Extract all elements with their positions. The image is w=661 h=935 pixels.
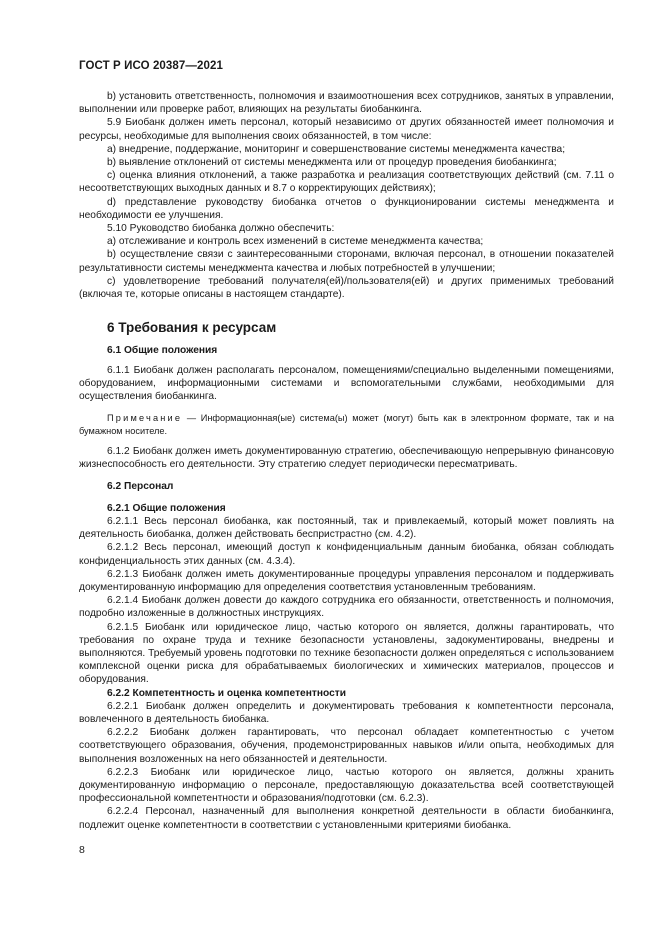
clause-6-2-2-2: 6.2.2.2 Биобанк должен гарантировать, что персонал обладает компетентностью с учетом соответствующего образования, обучения, продемонстрированных навыков и/или опыта, необходимых для выполнения возложенных на него обязанностей и деятельности. [79,727,614,765]
clause-6-2-2-1: 6.2.2.1 Биобанк должен определить и документировать требования к компетентности персонала, вовлеченного в деятельность биобанка. [79,700,614,725]
document-body [79,90,614,832]
section-6-2-1-heading: 6.2.1 Общие положения [107,502,226,514]
clause-6-2-2-3: 6.2.2.3 Биобанк или юридическое лицо, частью которого он является, должны хранить документированную информацию о персонале, предоставляющую доказательства всей соответствующей профессиональной компетентности и образования/подготовки (см. 6.2.3). [79,766,614,805]
list-item: b) осуществление связи с заинтересованными сторонами, включая персонал, в отношении показателей результативности системы менеджмента качества и любых потребностей в улучшении; [79,249,614,274]
section-6-1-heading: 6.1 Общие положения [107,345,218,357]
clause-5-10: 5.10 Руководство биобанка должно обеспечить: [107,223,335,235]
list-item: a) внедрение, поддержание, мониторинг и совершенствование системы менеджмента качества; [107,143,566,155]
clause-6-1-1: 6.1.1 Биобанк должен располагать персоналом, помещениями/специально выделенными помещениями, оборудованием, информационными системами и вспомогательными службами, необходимыми для осуществления биобанкинга. [79,364,614,403]
section-6-2-2-heading: 6.2.2 Компетентность и оценка компетентности [107,687,347,699]
list-item: d) представление руководству биобанка отчетов о функционировании системы менеджмента и необходимости ее улучшения. [79,196,614,221]
list-item: b) установить ответственность, полномочия и взаимоотношения всех сотрудников, занятых в управлении, выполнении или проверке работ, влияющих на результаты биобанкинга. [79,91,614,116]
clause-6-2-1-1: 6.2.1.1 Весь персонал биобанка, как постоянный, так и привлекаемый, который может повлиять на деятельность биобанка, должен действовать беспристрастно (см. 4.2). [79,515,614,541]
note-text: — Информационная(ые) система(ы) может (могут) быть как в электронном формате, так и на бумажном носителе. [79,413,614,436]
document-header: ГОСТ Р ИСО 20387—2021 [79,60,224,72]
list-item: c) оценка влияния отклонений, а также разработка и реализация соответствующих действий (см. 7.11 о несоответствующих выходных данных и 8.7 о корректирующих действиях); [79,170,614,195]
section-6-2-heading: 6.2 Персонал [107,481,174,493]
clause-6-2-1-5: 6.2.1.5 Биобанк или юридическое лицо, частью которого он является, должны гарантировать, что требования по охране труда и технике безопасности установлены, задокументированы, внедрены и выполняются. Требуемый уровень подготовки по технике безопасности должен определяться с использованием комплексной оценки риска для обрабатываемых биологических и химических материалов, процессов и оборудования. [79,621,614,686]
clause-6-1-2: 6.1.2 Биобанк должен иметь документированную стратегию, обеспечивающую непрерывную финансовую жизнеспособность его деятельности. Эту стратегию следует периодически пересматривать. [79,446,614,471]
list-item: b) выявление отклонений от системы менеджмента или от процедур проведения биобанкинга; [107,157,557,169]
page-number: 8 [79,844,85,856]
note [79,412,614,437]
clause-5-9: 5.9 Биобанк должен иметь персонал, который независимо от других обязанностей имеет полномочия и ресурсы, необходимые для выполнения своих обязанностей, в том числе: [79,117,614,142]
clause-6-2-1-3: 6.2.1.3 Биобанк должен иметь документированные процедуры управления персоналом и поддерживать документированную информацию для определения соответствия установленным требованиям. [79,568,614,593]
list-item: a) отслеживание и контроль всех изменений в системе менеджмента качества; [107,236,484,248]
list-item: c) удовлетворение требований получателя(ей)/пользователя(ей) и других применимых требований (включая те, которые описаны в настоящем стандарте). [79,275,614,301]
note-label: Примечание [107,413,183,424]
clause-6-2-2-4: 6.2.2.4 Персонал, назначенный для выполнения конкретной деятельности в области биобанкинга, подлежит оценке компетентности в соответствии с установленными критериями биобанка. [79,806,614,831]
clause-6-2-1-2: 6.2.1.2 Весь персонал, имеющий доступ к конфиденциальным данным биобанка, обязан соблюдать конфиденциальность этих данных (см. 4.3.4). [79,542,614,567]
section-6-heading: 6 Требования к ресурсам [107,320,277,336]
clause-6-2-1-4: 6.2.1.4 Биобанк должен довести до каждого сотрудника его обязанности, ответственность и полномочия, подробно изложенные в должностных инструкциях. [79,595,614,620]
